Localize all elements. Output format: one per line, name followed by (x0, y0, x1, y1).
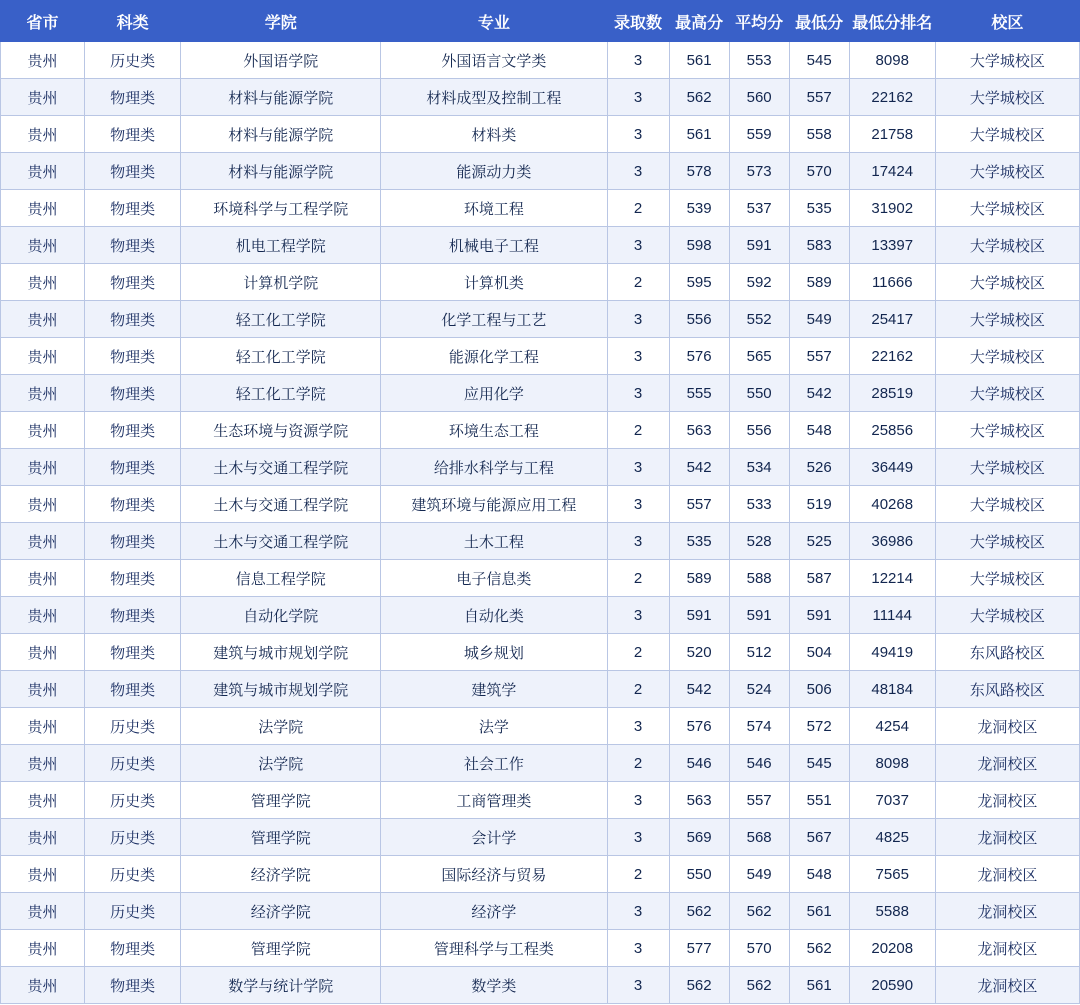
table-row (1, 893, 1080, 930)
cell-min-score: 587 (789, 560, 849, 597)
cell-province: 贵州 (1, 116, 85, 153)
cell-admitted-count: 3 (607, 708, 669, 745)
cell-college: 生态环境与资源学院 (181, 412, 381, 449)
column-header-campus: 校区 (935, 1, 1079, 42)
cell-campus: 大学城校区 (935, 449, 1079, 486)
cell-min-score-rank: 20590 (849, 967, 935, 1004)
cell-campus: 大学城校区 (935, 116, 1079, 153)
cell-province: 贵州 (1, 560, 85, 597)
cell-college: 材料与能源学院 (181, 116, 381, 153)
cell-category: 物理类 (85, 79, 181, 116)
cell-min-score-rank: 36986 (849, 523, 935, 560)
cell-campus: 东风路校区 (935, 634, 1079, 671)
cell-min-score-rank: 22162 (849, 338, 935, 375)
cell-min-score: 542 (789, 375, 849, 412)
cell-campus: 龙洞校区 (935, 745, 1079, 782)
cell-max-score: 561 (669, 42, 729, 79)
cell-max-score: 563 (669, 782, 729, 819)
cell-category: 物理类 (85, 375, 181, 412)
cell-campus: 大学城校区 (935, 190, 1079, 227)
cell-admitted-count: 3 (607, 930, 669, 967)
cell-avg-score: 533 (729, 486, 789, 523)
cell-max-score: 569 (669, 819, 729, 856)
cell-major: 机械电子工程 (381, 227, 607, 264)
cell-avg-score: 592 (729, 264, 789, 301)
cell-min-score: 545 (789, 745, 849, 782)
table-row (1, 264, 1080, 301)
cell-major: 土木工程 (381, 523, 607, 560)
table-row (1, 523, 1080, 560)
cell-province: 贵州 (1, 930, 85, 967)
cell-category: 物理类 (85, 190, 181, 227)
cell-max-score: 542 (669, 449, 729, 486)
cell-major: 材料成型及控制工程 (381, 79, 607, 116)
table-header (1, 1, 1080, 42)
cell-college: 建筑与城市规划学院 (181, 671, 381, 708)
cell-college: 建筑与城市规划学院 (181, 634, 381, 671)
table-row (1, 79, 1080, 116)
cell-college: 机电工程学院 (181, 227, 381, 264)
column-header-max-score: 最高分 (669, 1, 729, 42)
cell-college: 轻工化工学院 (181, 375, 381, 412)
cell-category: 物理类 (85, 116, 181, 153)
cell-admitted-count: 3 (607, 893, 669, 930)
cell-admitted-count: 2 (607, 745, 669, 782)
cell-admitted-count: 2 (607, 264, 669, 301)
cell-admitted-count: 3 (607, 967, 669, 1004)
cell-college: 经济学院 (181, 893, 381, 930)
cell-max-score: 539 (669, 190, 729, 227)
table-row (1, 153, 1080, 190)
cell-major: 社会工作 (381, 745, 607, 782)
cell-category: 历史类 (85, 893, 181, 930)
cell-province: 贵州 (1, 708, 85, 745)
cell-college: 法学院 (181, 745, 381, 782)
cell-category: 物理类 (85, 930, 181, 967)
cell-min-score-rank: 11144 (849, 597, 935, 634)
cell-avg-score: 524 (729, 671, 789, 708)
cell-campus: 大学城校区 (935, 412, 1079, 449)
cell-avg-score: 528 (729, 523, 789, 560)
cell-province: 贵州 (1, 264, 85, 301)
cell-college: 计算机学院 (181, 264, 381, 301)
table-row (1, 375, 1080, 412)
cell-category: 物理类 (85, 301, 181, 338)
cell-avg-score: 570 (729, 930, 789, 967)
cell-avg-score: 588 (729, 560, 789, 597)
cell-avg-score: 560 (729, 79, 789, 116)
cell-min-score: 557 (789, 79, 849, 116)
cell-min-score: 561 (789, 967, 849, 1004)
column-header-college: 学院 (181, 1, 381, 42)
cell-avg-score: 546 (729, 745, 789, 782)
cell-category: 物理类 (85, 671, 181, 708)
cell-category: 物理类 (85, 523, 181, 560)
cell-category: 物理类 (85, 153, 181, 190)
cell-max-score: 555 (669, 375, 729, 412)
cell-category: 历史类 (85, 819, 181, 856)
cell-min-score: 591 (789, 597, 849, 634)
cell-avg-score: 534 (729, 449, 789, 486)
cell-province: 贵州 (1, 190, 85, 227)
cell-avg-score: 568 (729, 819, 789, 856)
cell-max-score: 561 (669, 116, 729, 153)
cell-min-score-rank: 13397 (849, 227, 935, 264)
cell-campus: 龙洞校区 (935, 782, 1079, 819)
table-row (1, 227, 1080, 264)
cell-avg-score: 537 (729, 190, 789, 227)
cell-admitted-count: 3 (607, 449, 669, 486)
cell-min-score: 583 (789, 227, 849, 264)
table-row (1, 412, 1080, 449)
cell-major: 会计学 (381, 819, 607, 856)
cell-min-score-rank: 8098 (849, 42, 935, 79)
cell-avg-score: 552 (729, 301, 789, 338)
cell-admitted-count: 3 (607, 227, 669, 264)
table-row (1, 708, 1080, 745)
cell-major: 数学类 (381, 967, 607, 1004)
cell-major: 法学 (381, 708, 607, 745)
cell-major: 建筑学 (381, 671, 607, 708)
cell-category: 物理类 (85, 449, 181, 486)
cell-category: 物理类 (85, 597, 181, 634)
cell-college: 法学院 (181, 708, 381, 745)
cell-min-score: 561 (789, 893, 849, 930)
cell-min-score-rank: 7565 (849, 856, 935, 893)
cell-admitted-count: 3 (607, 523, 669, 560)
cell-category: 物理类 (85, 967, 181, 1004)
table-row (1, 597, 1080, 634)
cell-campus: 龙洞校区 (935, 893, 1079, 930)
column-header-min-score-rank: 最低分排名 (849, 1, 935, 42)
column-header-avg-score: 平均分 (729, 1, 789, 42)
cell-max-score: 578 (669, 153, 729, 190)
cell-min-score: 551 (789, 782, 849, 819)
cell-avg-score: 557 (729, 782, 789, 819)
cell-max-score: 557 (669, 486, 729, 523)
cell-admitted-count: 3 (607, 116, 669, 153)
cell-college: 经济学院 (181, 856, 381, 893)
cell-campus: 大学城校区 (935, 227, 1079, 264)
cell-campus: 龙洞校区 (935, 708, 1079, 745)
cell-province: 贵州 (1, 153, 85, 190)
cell-campus: 大学城校区 (935, 153, 1079, 190)
cell-avg-score: 553 (729, 42, 789, 79)
cell-min-score: 549 (789, 301, 849, 338)
cell-campus: 大学城校区 (935, 523, 1079, 560)
cell-min-score: 519 (789, 486, 849, 523)
table-row (1, 42, 1080, 79)
cell-campus: 大学城校区 (935, 264, 1079, 301)
cell-college: 轻工化工学院 (181, 301, 381, 338)
cell-province: 贵州 (1, 523, 85, 560)
cell-min-score-rank: 25856 (849, 412, 935, 449)
cell-province: 贵州 (1, 745, 85, 782)
cell-min-score-rank: 36449 (849, 449, 935, 486)
cell-avg-score: 512 (729, 634, 789, 671)
table-row (1, 930, 1080, 967)
cell-avg-score: 562 (729, 893, 789, 930)
cell-campus: 大学城校区 (935, 338, 1079, 375)
cell-admitted-count: 3 (607, 486, 669, 523)
cell-avg-score: 565 (729, 338, 789, 375)
cell-major: 国际经济与贸易 (381, 856, 607, 893)
cell-min-score-rank: 4254 (849, 708, 935, 745)
cell-province: 贵州 (1, 227, 85, 264)
cell-min-score: 567 (789, 819, 849, 856)
cell-category: 物理类 (85, 338, 181, 375)
cell-campus: 大学城校区 (935, 486, 1079, 523)
cell-campus: 大学城校区 (935, 560, 1079, 597)
cell-college: 自动化学院 (181, 597, 381, 634)
cell-min-score: 504 (789, 634, 849, 671)
cell-min-score-rank: 8098 (849, 745, 935, 782)
table-row (1, 338, 1080, 375)
cell-max-score: 542 (669, 671, 729, 708)
cell-major: 工商管理类 (381, 782, 607, 819)
cell-min-score: 535 (789, 190, 849, 227)
cell-admitted-count: 3 (607, 42, 669, 79)
cell-min-score: 526 (789, 449, 849, 486)
cell-min-score-rank: 28519 (849, 375, 935, 412)
cell-college: 外国语学院 (181, 42, 381, 79)
cell-avg-score: 550 (729, 375, 789, 412)
cell-province: 贵州 (1, 375, 85, 412)
cell-admitted-count: 2 (607, 671, 669, 708)
cell-category: 物理类 (85, 264, 181, 301)
cell-major: 化学工程与工艺 (381, 301, 607, 338)
cell-avg-score: 562 (729, 967, 789, 1004)
cell-major: 能源化学工程 (381, 338, 607, 375)
cell-major: 自动化类 (381, 597, 607, 634)
cell-college: 土木与交通工程学院 (181, 449, 381, 486)
table-row (1, 745, 1080, 782)
cell-campus: 大学城校区 (935, 597, 1079, 634)
cell-college: 材料与能源学院 (181, 79, 381, 116)
cell-min-score: 506 (789, 671, 849, 708)
cell-avg-score: 591 (729, 227, 789, 264)
cell-category: 历史类 (85, 708, 181, 745)
cell-campus: 东风路校区 (935, 671, 1079, 708)
cell-campus: 龙洞校区 (935, 856, 1079, 893)
cell-province: 贵州 (1, 79, 85, 116)
cell-min-score: 572 (789, 708, 849, 745)
column-header-category: 科类 (85, 1, 181, 42)
cell-major: 电子信息类 (381, 560, 607, 597)
cell-min-score-rank: 5588 (849, 893, 935, 930)
cell-avg-score: 559 (729, 116, 789, 153)
cell-max-score: 550 (669, 856, 729, 893)
cell-campus: 大学城校区 (935, 301, 1079, 338)
cell-avg-score: 549 (729, 856, 789, 893)
cell-max-score: 595 (669, 264, 729, 301)
cell-admitted-count: 3 (607, 819, 669, 856)
cell-college: 管理学院 (181, 930, 381, 967)
cell-province: 贵州 (1, 301, 85, 338)
cell-admitted-count: 3 (607, 153, 669, 190)
cell-min-score-rank: 11666 (849, 264, 935, 301)
cell-min-score: 548 (789, 856, 849, 893)
cell-category: 物理类 (85, 486, 181, 523)
cell-campus: 大学城校区 (935, 79, 1079, 116)
cell-max-score: 589 (669, 560, 729, 597)
cell-avg-score: 556 (729, 412, 789, 449)
cell-admitted-count: 3 (607, 597, 669, 634)
cell-min-score: 562 (789, 930, 849, 967)
cell-college: 材料与能源学院 (181, 153, 381, 190)
cell-min-score: 570 (789, 153, 849, 190)
cell-avg-score: 574 (729, 708, 789, 745)
cell-min-score: 557 (789, 338, 849, 375)
cell-major: 城乡规划 (381, 634, 607, 671)
cell-college: 土木与交通工程学院 (181, 486, 381, 523)
cell-max-score: 535 (669, 523, 729, 560)
cell-category: 历史类 (85, 782, 181, 819)
cell-avg-score: 591 (729, 597, 789, 634)
cell-max-score: 598 (669, 227, 729, 264)
cell-min-score: 589 (789, 264, 849, 301)
cell-max-score: 563 (669, 412, 729, 449)
cell-min-score: 558 (789, 116, 849, 153)
cell-category: 历史类 (85, 856, 181, 893)
cell-max-score: 562 (669, 893, 729, 930)
cell-min-score-rank: 22162 (849, 79, 935, 116)
cell-min-score-rank: 25417 (849, 301, 935, 338)
table-row (1, 671, 1080, 708)
cell-min-score-rank: 49419 (849, 634, 935, 671)
cell-province: 贵州 (1, 449, 85, 486)
cell-min-score-rank: 4825 (849, 819, 935, 856)
table-row (1, 486, 1080, 523)
cell-province: 贵州 (1, 634, 85, 671)
cell-college: 轻工化工学院 (181, 338, 381, 375)
cell-major: 应用化学 (381, 375, 607, 412)
cell-college: 管理学院 (181, 782, 381, 819)
cell-avg-score: 573 (729, 153, 789, 190)
cell-major: 外国语言文学类 (381, 42, 607, 79)
cell-min-score-rank: 20208 (849, 930, 935, 967)
table-row (1, 634, 1080, 671)
cell-max-score: 562 (669, 967, 729, 1004)
column-header-major: 专业 (381, 1, 607, 42)
cell-min-score-rank: 48184 (849, 671, 935, 708)
cell-max-score: 546 (669, 745, 729, 782)
cell-province: 贵州 (1, 967, 85, 1004)
cell-category: 物理类 (85, 227, 181, 264)
cell-admitted-count: 2 (607, 190, 669, 227)
cell-min-score-rank: 7037 (849, 782, 935, 819)
cell-campus: 大学城校区 (935, 375, 1079, 412)
cell-province: 贵州 (1, 782, 85, 819)
cell-category: 物理类 (85, 412, 181, 449)
cell-college: 数学与统计学院 (181, 967, 381, 1004)
cell-min-score-rank: 40268 (849, 486, 935, 523)
cell-major: 建筑环境与能源应用工程 (381, 486, 607, 523)
cell-admitted-count: 2 (607, 856, 669, 893)
cell-major: 能源动力类 (381, 153, 607, 190)
cell-max-score: 576 (669, 338, 729, 375)
cell-province: 贵州 (1, 671, 85, 708)
cell-province: 贵州 (1, 486, 85, 523)
table-row (1, 782, 1080, 819)
cell-min-score-rank: 12214 (849, 560, 935, 597)
cell-admitted-count: 3 (607, 301, 669, 338)
cell-province: 贵州 (1, 412, 85, 449)
cell-campus: 龙洞校区 (935, 930, 1079, 967)
table-row (1, 967, 1080, 1004)
cell-admitted-count: 2 (607, 560, 669, 597)
cell-college: 管理学院 (181, 819, 381, 856)
cell-max-score: 562 (669, 79, 729, 116)
cell-admitted-count: 3 (607, 375, 669, 412)
cell-category: 历史类 (85, 745, 181, 782)
cell-min-score: 548 (789, 412, 849, 449)
cell-major: 计算机类 (381, 264, 607, 301)
table-body (1, 42, 1080, 1004)
cell-province: 贵州 (1, 338, 85, 375)
cell-campus: 龙洞校区 (935, 819, 1079, 856)
column-header-admitted-count: 录取数 (607, 1, 669, 42)
cell-category: 物理类 (85, 560, 181, 597)
cell-min-score-rank: 31902 (849, 190, 935, 227)
cell-college: 信息工程学院 (181, 560, 381, 597)
table-row (1, 190, 1080, 227)
cell-campus: 大学城校区 (935, 42, 1079, 79)
cell-admitted-count: 3 (607, 782, 669, 819)
column-header-min-score: 最低分 (789, 1, 849, 42)
cell-category: 物理类 (85, 634, 181, 671)
cell-major: 环境生态工程 (381, 412, 607, 449)
cell-province: 贵州 (1, 819, 85, 856)
cell-max-score: 576 (669, 708, 729, 745)
cell-province: 贵州 (1, 42, 85, 79)
cell-major: 材料类 (381, 116, 607, 153)
cell-major: 管理科学与工程类 (381, 930, 607, 967)
cell-college: 环境科学与工程学院 (181, 190, 381, 227)
cell-major: 给排水科学与工程 (381, 449, 607, 486)
cell-campus: 龙洞校区 (935, 967, 1079, 1004)
table-row (1, 116, 1080, 153)
cell-min-score: 545 (789, 42, 849, 79)
cell-major: 经济学 (381, 893, 607, 930)
table-row (1, 560, 1080, 597)
cell-admitted-count: 3 (607, 79, 669, 116)
cell-max-score: 577 (669, 930, 729, 967)
cell-min-score: 525 (789, 523, 849, 560)
cell-province: 贵州 (1, 597, 85, 634)
cell-max-score: 520 (669, 634, 729, 671)
cell-admitted-count: 2 (607, 634, 669, 671)
column-header-province: 省市 (1, 1, 85, 42)
cell-max-score: 556 (669, 301, 729, 338)
cell-admitted-count: 2 (607, 412, 669, 449)
table-row (1, 856, 1080, 893)
cell-min-score-rank: 21758 (849, 116, 935, 153)
cell-admitted-count: 3 (607, 338, 669, 375)
cell-province: 贵州 (1, 856, 85, 893)
table-row (1, 449, 1080, 486)
table-row (1, 819, 1080, 856)
cell-max-score: 591 (669, 597, 729, 634)
cell-major: 环境工程 (381, 190, 607, 227)
cell-province: 贵州 (1, 893, 85, 930)
header-row (1, 1, 1080, 42)
cell-college: 土木与交通工程学院 (181, 523, 381, 560)
table-row (1, 301, 1080, 338)
cell-category: 历史类 (85, 42, 181, 79)
cell-min-score-rank: 17424 (849, 153, 935, 190)
